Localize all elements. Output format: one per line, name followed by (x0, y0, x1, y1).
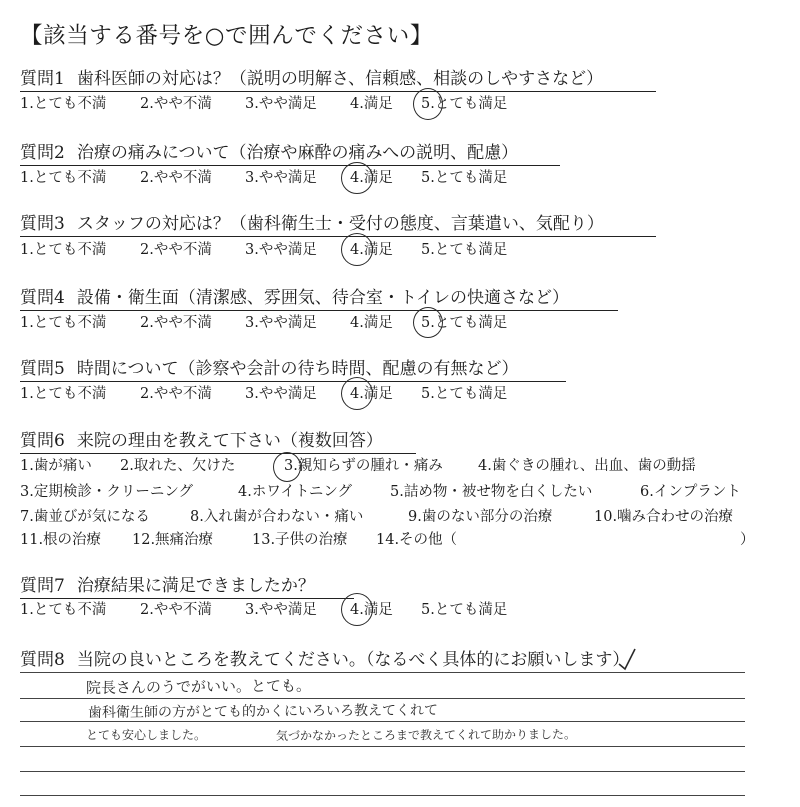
pen-stroke-mark (617, 646, 637, 672)
question-text: 設備・衛生面（清潔感、雰囲気、待合室・トイレの快適さなど） (76, 288, 569, 308)
option-1[interactable]: 1.とても不満 (20, 170, 107, 186)
question-7-title (20, 575, 315, 597)
option-5[interactable]: 5.とても満足 (421, 386, 508, 402)
question-underline (20, 236, 656, 237)
option-5[interactable]: 5.とても満足 (421, 315, 508, 331)
option-3[interactable]: 3.やや満足 (245, 170, 317, 186)
q6-option[interactable]: 5.詰め物・被せ物を白くしたい (390, 484, 593, 500)
question-number: 質問4 (20, 288, 65, 308)
option-2[interactable]: 2.やや不満 (140, 170, 212, 186)
question-3-title (20, 213, 604, 235)
q6-option[interactable]: 4.歯ぐきの腫れ、出血、歯の動揺 (478, 458, 696, 474)
question-text: 来院の理由を教えて下さい（複数回答） (76, 431, 383, 451)
selection-circle (413, 88, 443, 120)
question-1-title (20, 68, 603, 90)
option-5[interactable]: 5.とても満足 (421, 602, 508, 618)
handwritten-line-2: 歯科衛生師の方がとても的かくにいろいろ教えてくれて (87, 702, 439, 721)
question-underline (20, 381, 566, 382)
selection-circle (273, 452, 301, 482)
answer-line (20, 795, 745, 796)
option-2[interactable]: 2.やや不満 (140, 386, 212, 402)
option-1[interactable]: 1.とても不満 (20, 315, 107, 331)
option-1[interactable]: 1.とても不満 (20, 386, 107, 402)
question-text: 時間について（診察や会計の待ち時間、配慮の有無など） (76, 359, 519, 379)
question-text: 歯科医師の対応は？（説明の明解さ、信頼感、相談のしやすさなど） (76, 69, 604, 89)
question-number: 質問1 (20, 69, 65, 89)
page-title: 【該当する番号を○で囲んでください】 (20, 23, 433, 49)
q6-option[interactable]: 6.インプラント (640, 484, 741, 500)
selection-circle (341, 233, 373, 266)
option-5[interactable]: 5.とても満足 (421, 242, 508, 258)
q6-option[interactable]: 10.噛み合わせの治療 (594, 509, 734, 525)
option-4[interactable]: 4.満足 (350, 96, 393, 112)
handwritten-line-3: とても安心しました。 (86, 728, 207, 742)
option-3[interactable]: 3.やや満足 (245, 315, 317, 331)
option-2[interactable]: 2.やや不満 (140, 602, 212, 618)
q6-option[interactable]: 2.取れた、欠けた (120, 458, 236, 474)
option-1[interactable]: 1.とても不満 (20, 602, 107, 618)
q6-option-other[interactable]: 14.その他（ (376, 532, 458, 548)
question-number: 質問8 (20, 650, 65, 670)
selection-circle (341, 162, 373, 194)
question-5-title (20, 358, 519, 380)
option-2[interactable]: 2.やや不満 (140, 242, 212, 258)
q6-option[interactable]: 12.無痛治療 (132, 532, 214, 548)
option-3[interactable]: 3.やや満足 (245, 602, 317, 618)
question-underline (20, 91, 656, 92)
option-3[interactable]: 3.やや満足 (245, 242, 317, 258)
question-number: 質問3 (20, 214, 65, 234)
answer-line (20, 672, 745, 673)
question-text: 治療の痛みについて（治療や麻酔の痛みへの説明、配慮） (76, 143, 519, 163)
question-number: 質問5 (20, 359, 65, 379)
q6-option[interactable]: 1.歯が痛い (20, 458, 92, 474)
answer-line (20, 771, 745, 772)
question-text: スタッフの対応は？（歯科衛生士・受付の態度、言葉遣い、気配り） (76, 214, 604, 234)
option-3[interactable]: 3.やや満足 (245, 96, 317, 112)
option-3[interactable]: 3.やや満足 (245, 386, 317, 402)
question-underline (20, 453, 416, 454)
q6-option[interactable]: 7.歯並びが気になる (20, 509, 150, 525)
question-text: 治療結果に満足できましたか？ (76, 576, 315, 596)
selection-circle (341, 593, 373, 626)
selection-circle (341, 377, 373, 410)
option-4[interactable]: 4.満足 (350, 315, 393, 331)
question-4-title (20, 287, 569, 309)
question-underline (20, 165, 560, 166)
option-4[interactable]: 4.満足 (350, 242, 393, 258)
q6-option[interactable]: 9.歯のない部分の治療 (408, 509, 553, 525)
question-8-title (20, 649, 629, 671)
handwritten-line-1: 院長さんのうでがいい。とても。 (85, 676, 312, 697)
q6-option[interactable]: 13.子供の治療 (252, 532, 348, 548)
question-2-title (20, 142, 518, 164)
option-2[interactable]: 2.やや不満 (140, 96, 212, 112)
answer-line (20, 698, 745, 699)
option-4[interactable]: 4.満足 (350, 170, 393, 186)
option-4[interactable]: 4.満足 (350, 386, 393, 402)
question-underline (20, 310, 618, 311)
option-1[interactable]: 1.とても不満 (20, 96, 107, 112)
question-number: 質問7 (20, 576, 65, 596)
answer-line (20, 746, 745, 747)
q6-option[interactable]: 11.根の治療 (20, 532, 102, 548)
q6-option[interactable]: 3.定期検診・クリーニング (20, 484, 194, 500)
question-6-title (20, 430, 383, 452)
option-4[interactable]: 4.満足 (350, 602, 393, 618)
option-5[interactable]: 5.とても満足 (421, 96, 508, 112)
selection-circle (413, 307, 443, 338)
q6-option[interactable]: 8.入れ歯が合わない・痛い (190, 509, 364, 525)
option-2[interactable]: 2.やや不満 (140, 315, 212, 331)
question-number: 質問6 (20, 431, 65, 451)
question-underline (20, 598, 354, 599)
handwritten-line-4: 気づかなかったところまで教えてくれて助かりました。 (275, 727, 577, 743)
question-text: 当院の良いところを教えてください。（なるべく具体的にお願いします） (76, 650, 630, 670)
q6-option[interactable]: 3.親知らずの腫れ・痛み (284, 458, 443, 474)
option-5[interactable]: 5.とても満足 (421, 170, 508, 186)
option-1[interactable]: 1.とても不満 (20, 242, 107, 258)
other-close-paren: ） (740, 532, 755, 548)
q6-option[interactable]: 4.ホワイトニング (238, 484, 353, 500)
question-number: 質問2 (20, 143, 65, 163)
